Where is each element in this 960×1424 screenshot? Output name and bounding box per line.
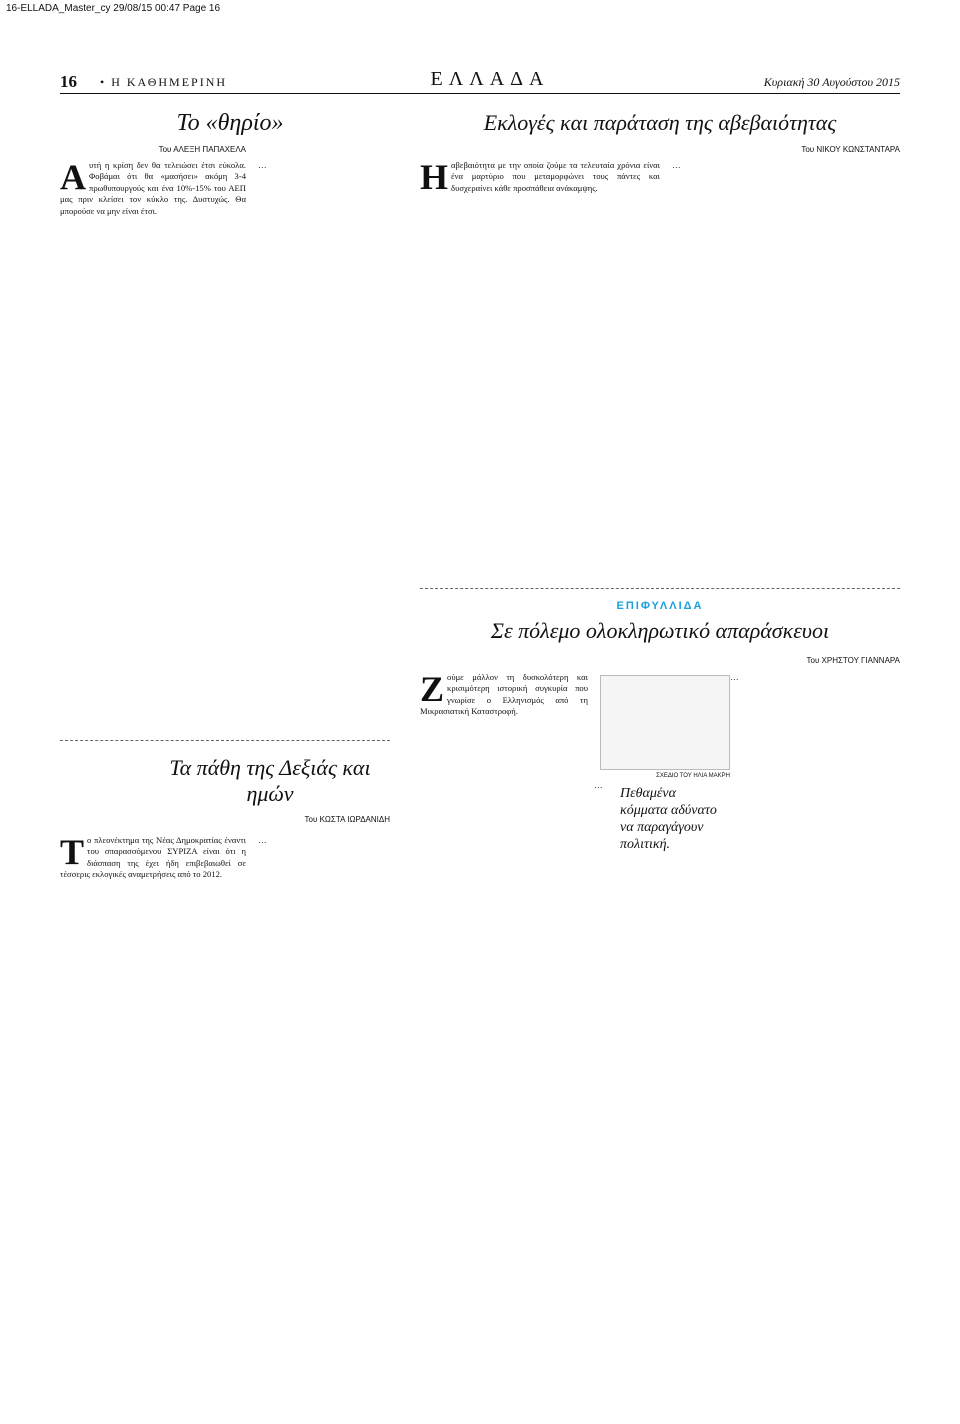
page-header xyxy=(60,68,900,94)
article-body-continued: … xyxy=(672,160,681,170)
article-body-continued: … xyxy=(258,835,267,845)
byline: Του ΚΩΣΤΑ ΙΩΡΔΑΝΙΔΗ xyxy=(304,815,390,824)
article-body: Ζούμε μάλλον τη δυσκολότερη και κρισιμότερη ιστορική συγκυρία που γνωρίσε ο Ελληνισμός από τη Μικρασιατική Καταστροφή. xyxy=(420,672,588,717)
byline: Του ΧΡΗΣΤΟΥ ΓΙΑΝΝΑΡΑ xyxy=(806,656,900,665)
article-title: Εκλογές και παράταση της αβεβαιότητας xyxy=(483,110,837,135)
divider xyxy=(420,588,900,589)
article-body-continued: … xyxy=(730,672,739,682)
print-slug: 16-ELLADA_Master_cy 29/08/15 00:47 Page 16 xyxy=(6,3,221,14)
divider xyxy=(60,740,390,741)
article-body-continued: … xyxy=(258,160,267,170)
page-number: 16 xyxy=(60,72,77,91)
cartoon-image xyxy=(600,675,730,770)
article-title: Σε πόλεμο ολοκληρωτικό απαράσκευοι xyxy=(490,618,830,643)
byline: Του ΑΛΕΞΗ ΠΑΠΑΧΕΛΑ xyxy=(158,145,246,154)
article-title: Τα πάθη της Δεξιάς και ημών xyxy=(169,755,371,806)
cartoon-credit: ΣΧΕΔΙΟ ΤΟΥ ΗΛΙΑ ΜΑΚΡΗ xyxy=(656,773,730,779)
article-body: Ηαβεβαιότητα με την οποία ζούμε τα τελευταία χρόνια είναι ένα μαρτύριο που μεταμορφώνει τους πάντες και δυσχεραίνει κάθε προσπάθεια ανάκαμψης. xyxy=(420,160,660,197)
article-title: Το «θηρίο» xyxy=(176,110,284,136)
byline: Του ΝΙΚΟΥ ΚΩΝΣΤΑΝΤΑΡΑ xyxy=(801,145,900,154)
issue-date: Κυριακή 30 Αυγούστου 2015 xyxy=(763,75,900,89)
cartoon-caption: Πεθαμένα κόμματα αδύνατο να παραγάγουν πολιτική. xyxy=(620,786,717,852)
article-body: Αυτή η κρίση δεν θα τελειώσει έτσι εύκολα. Φοβάμαι ότι θα «μασήσει» ακόμη 3-4 πρωθυπουργούς και ένα 10%-15% του ΑΕΠ μας πριν κλείσει τον κύκλο της. Δυστυχώς. Θα μπορούσε να μην είναι έτσι. xyxy=(60,160,246,216)
paper-name: • Η ΚΑΘΗΜΕΡΙΝΗ xyxy=(100,75,228,89)
kicker: ΕΠΙΦΥΛΛΙΔΑ xyxy=(616,600,704,612)
article-body-continued: … xyxy=(594,780,603,790)
article-body: Το πλεονέκτημα της Νέας Δημοκρατίας έναντι του σπαρασσόμενου ΣΥΡΙΖΑ είναι ότι η διάσπαση της έχει ήδη επιβεβαιωθεί σε τέσσερις εκλογικές αναμετρήσεις από το 2012. xyxy=(60,835,246,880)
section-name: ΕΛΛΑΔΑ xyxy=(430,68,550,90)
